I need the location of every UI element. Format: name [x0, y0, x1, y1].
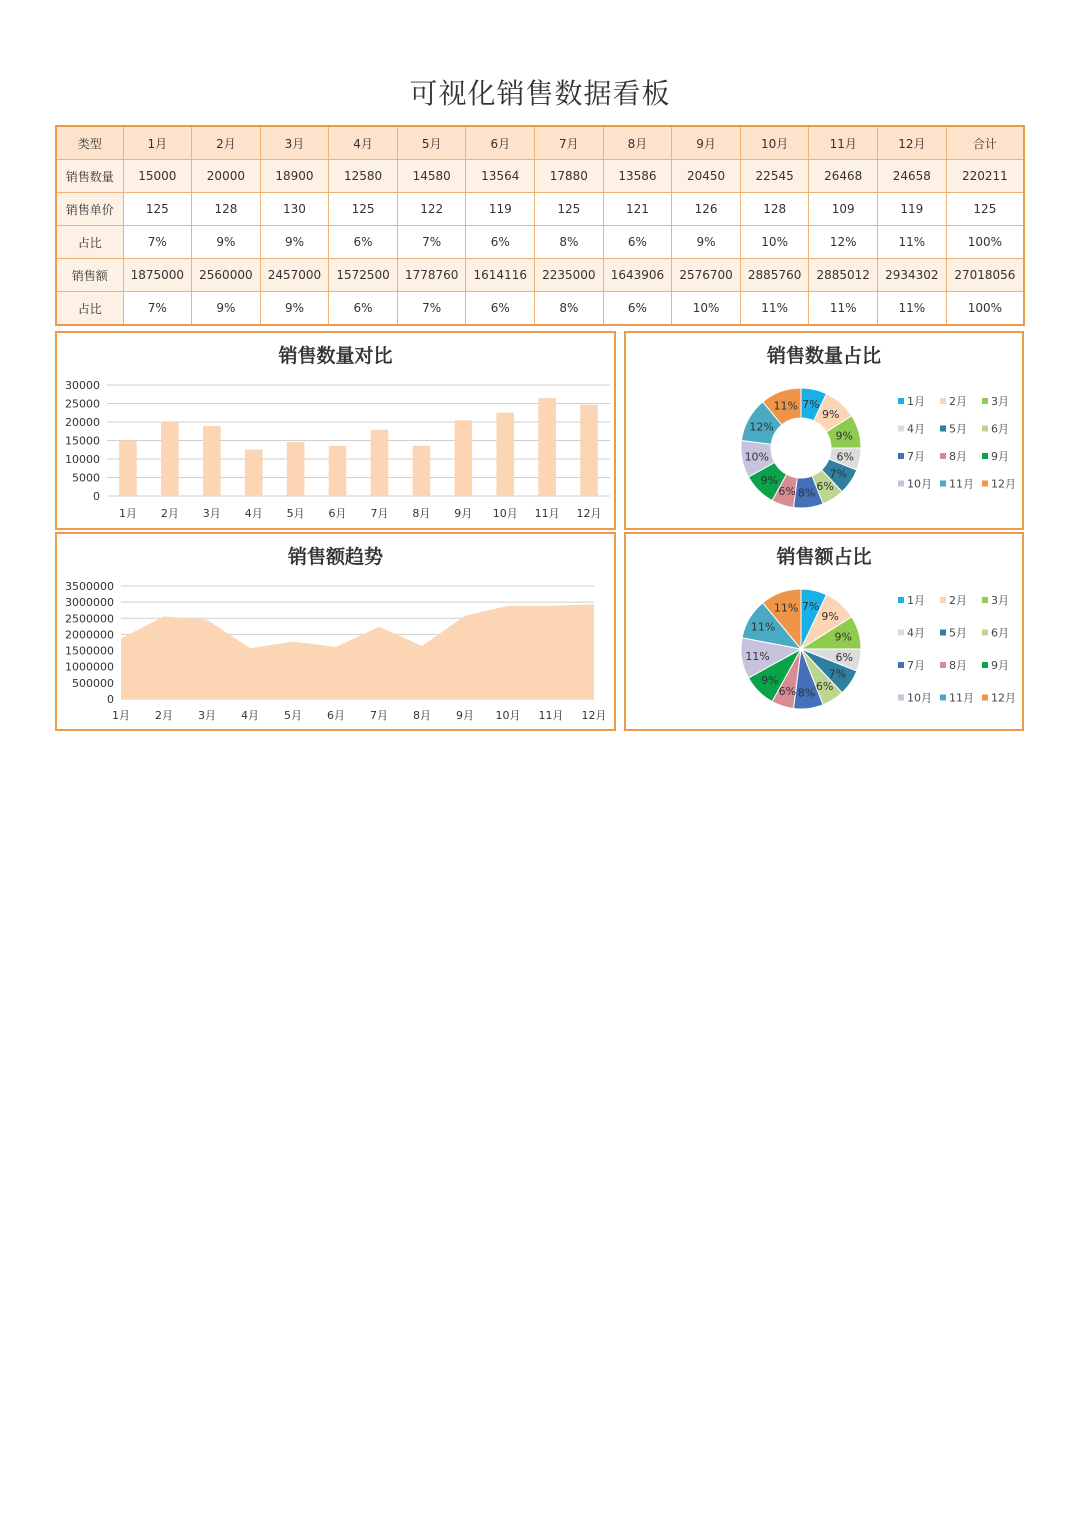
legend-label: 9月: [991, 659, 1009, 672]
legend-label: 7月: [907, 659, 925, 672]
table-cell: 128: [740, 193, 809, 226]
table-row: [56, 292, 1024, 326]
legend-swatch: [982, 662, 988, 668]
legend-label: 8月: [949, 659, 967, 672]
slice-label: 11%: [750, 620, 776, 634]
table-header-cell: 合计: [946, 126, 1024, 160]
row-label: 销售数量: [56, 160, 123, 193]
legend-label: 9月: [991, 450, 1009, 463]
y-tick-label: 15000: [65, 434, 100, 448]
slice-label: 6%: [778, 684, 797, 698]
x-tick-label: 6月: [328, 507, 347, 520]
table-cell: 9%: [260, 226, 329, 259]
table-cell: 20000: [192, 160, 261, 193]
bar: [203, 426, 221, 496]
legend-label: 6月: [991, 422, 1009, 436]
x-tick-label: 4月: [244, 507, 263, 520]
table-cell: 128: [192, 193, 261, 226]
table-cell: 11%: [809, 292, 878, 326]
legend-swatch: [982, 481, 988, 487]
area-chart: [57, 534, 614, 729]
table-header-cell: 7月: [535, 126, 604, 160]
table-header-cell: 10月: [740, 126, 809, 160]
slice-label: 6%: [778, 484, 796, 498]
table-cell: 8%: [535, 226, 604, 259]
table-cell: 125: [535, 193, 604, 226]
table-cell: 1572500: [329, 259, 398, 292]
slice-label: 9%: [821, 609, 839, 623]
y-tick-label: 5000: [72, 471, 100, 485]
table-cell: 26468: [809, 160, 878, 193]
legend-swatch: [982, 426, 988, 432]
y-tick-label: 1000000: [65, 660, 114, 674]
row-label: 销售单价: [56, 193, 123, 226]
legend-swatch: [898, 662, 904, 668]
legend-swatch: [982, 398, 988, 404]
bar-chart: [57, 333, 614, 528]
slice-label: 9%: [835, 429, 853, 443]
slice-label: 9%: [760, 473, 778, 487]
legend-label: 4月: [907, 626, 925, 640]
table-row: [56, 193, 1024, 226]
legend-swatch: [898, 453, 904, 459]
legend-label: 2月: [949, 594, 967, 607]
slice-label: 9%: [761, 674, 779, 688]
table-cell: 12%: [809, 226, 878, 259]
table-cell: 100%: [946, 226, 1024, 259]
sales-table: [55, 125, 1025, 326]
table-header-cell: 3月: [260, 126, 329, 160]
table-cell: 18900: [260, 160, 329, 193]
area-chart-panel: [55, 532, 616, 731]
x-tick-label: 12月: [581, 709, 607, 722]
x-tick-label: 9月: [456, 709, 474, 722]
slice-label: 11%: [773, 601, 799, 615]
x-tick-label: 8月: [412, 507, 431, 520]
legend-swatch: [940, 630, 946, 636]
table-cell: 22545: [740, 160, 809, 193]
y-tick-label: 2500000: [65, 612, 114, 626]
table-cell: 14580: [397, 160, 466, 193]
slice-label: 9%: [822, 408, 840, 422]
slice-label: 6%: [815, 680, 834, 694]
table-cell: 13564: [466, 160, 535, 193]
legend-swatch: [940, 398, 946, 404]
legend-swatch: [982, 695, 988, 701]
slice-label: 12%: [749, 420, 774, 434]
x-tick-label: 3月: [198, 709, 216, 722]
table-header-cell: 1月: [123, 126, 192, 160]
table-cell: 7%: [123, 226, 192, 259]
table-cell: 11%: [878, 292, 947, 326]
bar: [245, 449, 263, 496]
donut-chart-title: 销售数量占比: [766, 345, 881, 367]
table-cell: 1875000: [123, 259, 192, 292]
table-cell: 2885012: [809, 259, 878, 292]
y-tick-label: 10000: [65, 453, 100, 466]
table-cell: 2457000: [260, 259, 329, 292]
legend-label: 6月: [991, 626, 1009, 640]
legend-label: 2月: [949, 395, 967, 408]
table-cell: 125: [123, 193, 192, 226]
table-cell: 126: [672, 193, 741, 226]
table-cell: 8%: [535, 292, 604, 326]
legend-label: 7月: [907, 450, 925, 463]
y-tick-label: 500000: [72, 676, 114, 690]
legend-swatch: [898, 398, 904, 404]
legend-swatch: [940, 426, 946, 432]
table-header-cell: 8月: [603, 126, 672, 160]
slice-label: 6%: [835, 651, 853, 665]
slice-label: 11%: [745, 649, 770, 663]
table-cell: 10%: [672, 292, 741, 326]
bar: [538, 398, 556, 496]
table-cell: 6%: [329, 292, 398, 326]
table-header-cell: 4月: [329, 126, 398, 160]
table-header-type: 类型: [56, 126, 123, 160]
table-cell: 130: [260, 193, 329, 226]
y-tick-label: 3000000: [65, 596, 114, 610]
table-cell: 109: [809, 193, 878, 226]
y-tick-label: 2000000: [65, 628, 114, 642]
pie-chart-title: 销售额占比: [776, 546, 872, 568]
x-tick-label: 11月: [534, 507, 560, 520]
table-header-cell: 11月: [809, 126, 878, 160]
table-cell: 10%: [740, 226, 809, 259]
legend-label: 10月: [907, 477, 932, 491]
legend-label: 12月: [991, 691, 1016, 705]
bar: [161, 422, 179, 496]
x-tick-label: 2月: [155, 709, 173, 722]
table-header-cell: 6月: [466, 126, 535, 160]
legend-swatch: [940, 662, 946, 668]
slice-label: 7%: [829, 467, 847, 481]
x-tick-label: 2月: [160, 507, 179, 520]
table-cell: 9%: [192, 226, 261, 259]
x-tick-label: 1月: [112, 709, 130, 722]
slice-label: 10%: [744, 450, 770, 464]
table-cell: 2576700: [672, 259, 741, 292]
legend-swatch: [898, 695, 904, 701]
legend-label: 3月: [991, 594, 1009, 607]
table-cell: 11%: [740, 292, 809, 326]
x-tick-label: 3月: [202, 507, 221, 520]
row-label: 占比: [56, 226, 123, 259]
table-row: [56, 259, 1024, 292]
bar-chart-panel: [55, 331, 616, 530]
table-cell: 6%: [329, 226, 398, 259]
legend-label: 3月: [991, 395, 1009, 408]
table-row: [56, 226, 1024, 259]
x-tick-label: 7月: [370, 709, 388, 722]
slice-label: 9%: [834, 630, 852, 644]
table-header-cell: 2月: [192, 126, 261, 160]
legend-swatch: [940, 481, 946, 487]
x-tick-label: 5月: [284, 709, 302, 722]
table-cell: 11%: [878, 226, 947, 259]
legend-label: 11月: [949, 691, 974, 705]
y-tick-label: 30000: [65, 379, 100, 392]
table-cell: 7%: [397, 226, 466, 259]
table-cell: 125: [329, 193, 398, 226]
table-cell: 1614116: [466, 259, 535, 292]
y-tick-label: 20000: [65, 416, 100, 429]
bar: [413, 446, 431, 496]
table-cell: 2235000: [535, 259, 604, 292]
legend-swatch: [898, 481, 904, 487]
slice-label: 6%: [836, 450, 854, 464]
donut-chart: [626, 333, 1022, 528]
slice-label: 7%: [801, 600, 820, 614]
slice-label: 11%: [773, 399, 798, 413]
table-row: [56, 160, 1024, 193]
legend-swatch: [898, 426, 904, 432]
slice-label: 8%: [797, 686, 816, 700]
legend-label: 5月: [949, 626, 967, 640]
x-tick-label: 8月: [413, 709, 431, 722]
row-label: 销售额: [56, 259, 123, 292]
table-cell: 7%: [397, 292, 466, 326]
table-cell: 6%: [466, 226, 535, 259]
pie-chart-panel: [624, 532, 1024, 731]
table-cell: 6%: [603, 292, 672, 326]
table-cell: 122: [397, 193, 466, 226]
y-tick-label: 3500000: [65, 580, 114, 593]
table-cell: 119: [466, 193, 535, 226]
slice-label: 8%: [797, 486, 816, 500]
x-tick-label: 10月: [492, 507, 518, 520]
legend-swatch: [982, 453, 988, 459]
slice-label: 7%: [802, 398, 820, 412]
table-cell: 119: [878, 193, 947, 226]
x-tick-label: 10月: [495, 709, 521, 722]
table-cell: 2885760: [740, 259, 809, 292]
table-cell: 15000: [123, 160, 192, 193]
table-cell: 20450: [672, 160, 741, 193]
legend-swatch: [898, 630, 904, 636]
bar: [371, 430, 389, 496]
bar: [454, 420, 472, 496]
table-cell: 17880: [535, 160, 604, 193]
legend-label: 4月: [907, 422, 925, 436]
table-cell: 24658: [878, 160, 947, 193]
x-tick-label: 12月: [576, 507, 602, 520]
table-header-cell: 5月: [397, 126, 466, 160]
page-title: 可视化销售数据看板: [409, 77, 671, 110]
pie-chart: [626, 534, 1022, 729]
bar: [580, 405, 598, 496]
bar: [496, 413, 514, 496]
table-cell: 13586: [603, 160, 672, 193]
legend-label: 5月: [949, 422, 967, 436]
area-chart-title: 销售额趋势: [287, 546, 383, 568]
legend-label: 11月: [949, 477, 974, 491]
table-cell: 27018056: [946, 259, 1024, 292]
x-tick-label: 9月: [454, 507, 473, 520]
y-tick-label: 0: [93, 490, 100, 503]
x-tick-label: 11月: [538, 709, 564, 722]
bar-chart-title: 销售数量对比: [278, 345, 393, 367]
legend-label: 1月: [907, 395, 925, 408]
bar: [329, 446, 347, 496]
legend-swatch: [940, 453, 946, 459]
table-cell: 9%: [260, 292, 329, 326]
table-cell: 12580: [329, 160, 398, 193]
slice-label: 7%: [828, 667, 847, 681]
table-cell: 6%: [466, 292, 535, 326]
legend-label: 10月: [907, 691, 932, 705]
table-cell: 125: [946, 193, 1024, 226]
legend-swatch: [982, 597, 988, 603]
legend-swatch: [982, 630, 988, 636]
x-tick-label: 1月: [118, 507, 137, 520]
legend-swatch: [898, 597, 904, 603]
legend-label: 1月: [907, 594, 925, 607]
table-cell: 1643906: [603, 259, 672, 292]
table-cell: 1778760: [397, 259, 466, 292]
y-tick-label: 1500000: [65, 644, 114, 658]
legend-label: 12月: [991, 477, 1016, 491]
y-tick-label: 25000: [65, 397, 100, 411]
table-cell: 6%: [603, 226, 672, 259]
x-tick-label: 5月: [286, 507, 305, 520]
x-tick-label: 6月: [327, 709, 345, 722]
table-cell: 220211: [946, 160, 1024, 193]
row-label: 占比: [56, 292, 123, 326]
table-cell: 2560000: [192, 259, 261, 292]
slice-label: 6%: [816, 479, 834, 493]
legend-label: 8月: [949, 450, 967, 463]
table-header-cell: 9月: [672, 126, 741, 160]
table-cell: 9%: [192, 292, 261, 326]
x-tick-label: 4月: [241, 709, 259, 722]
y-tick-label: 0: [107, 693, 114, 706]
table-header-cell: 12月: [878, 126, 947, 160]
table-cell: 7%: [123, 292, 192, 326]
table-cell: 9%: [672, 226, 741, 259]
x-tick-label: 7月: [370, 507, 389, 520]
table-cell: 121: [603, 193, 672, 226]
bar: [287, 442, 305, 496]
table-cell: 2934302: [878, 259, 947, 292]
legend-swatch: [940, 597, 946, 603]
table-cell: 100%: [946, 292, 1024, 326]
legend-swatch: [940, 695, 946, 701]
bar: [119, 441, 137, 497]
donut-chart-panel: [624, 331, 1024, 530]
